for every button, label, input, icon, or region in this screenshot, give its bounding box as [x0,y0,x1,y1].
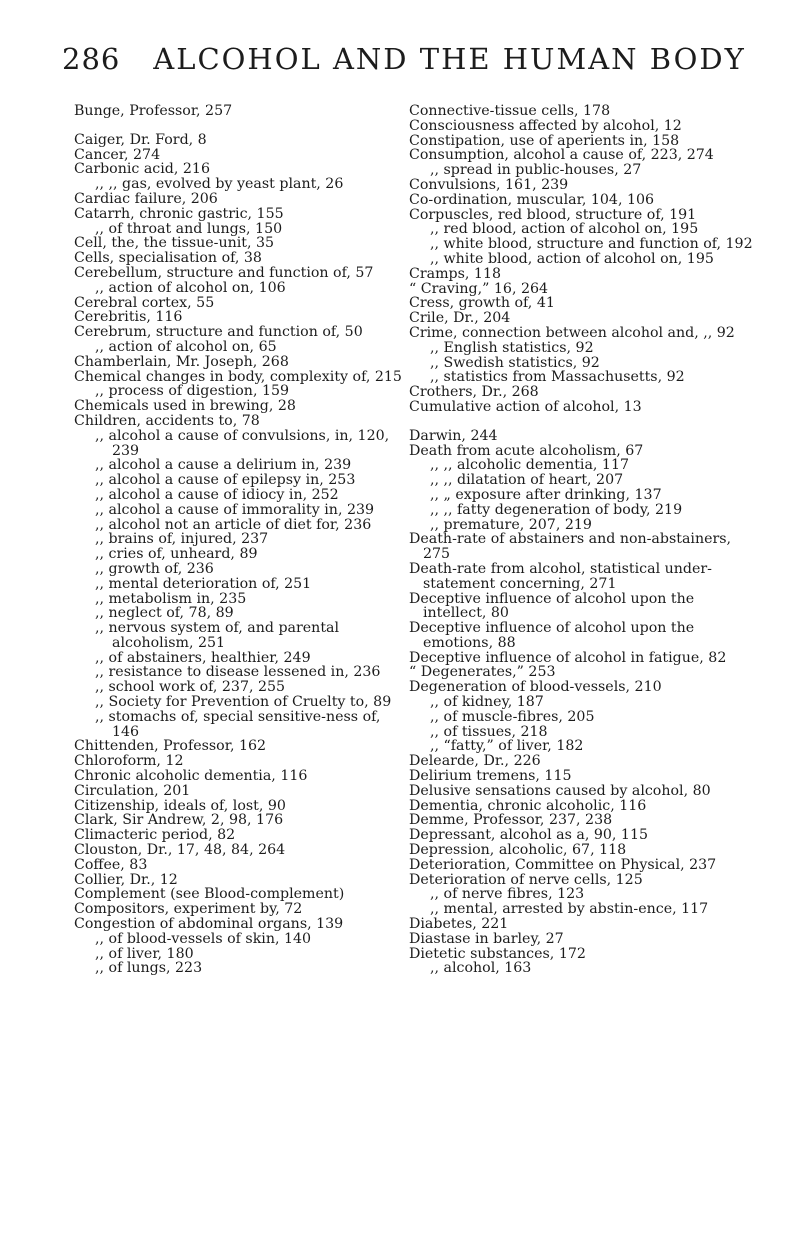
index-entry: Demme, Professor, 237, 238 [409,812,613,829]
index-subentry: ,, brains of, injured, 237 [95,531,269,548]
index-entry: Crothers, Dr., 268 [409,384,539,401]
section-gap [409,415,754,429]
index-entry: Cerebrum, structure and function of, 50 [74,324,363,341]
index-entry: Children, accidents to, 78 [74,412,260,429]
index-entry: Circulation, 201 [74,782,191,799]
index-subentry: ,, alcohol a cause of immorality in, 239 [95,501,375,518]
index-subentry: ,, of liver, 180 [95,945,194,962]
index-entry: Crile, Dr., 204 [409,310,511,327]
index-entry: Climacteric period, 82 [74,827,236,844]
index-entry: Cerebellum, structure and function of, 57 [74,264,374,281]
index-subentry: ,, „ exposure after drinking, 137 [430,486,662,503]
index-subentry: ,, Swedish statistics, 92 [430,354,600,371]
index-subentry: ,, alcohol, 163 [430,960,532,977]
index-entry: Cumulative action of alcohol, 13 [409,398,642,415]
index-entry: Co-ordination, muscular, 104, 106 [409,191,655,208]
index-entry: Coffee, 83 [74,856,148,873]
index-subentry: ,, metabolism in, 235 [95,590,247,607]
index-column-right [409,104,754,976]
index-entry: Complement (see Blood-complement) [74,886,345,903]
index-subentry: ,, of nerve fibres, 123 [430,886,585,903]
index-entry: Chloroform, 12 [74,753,184,770]
index-entry: Convulsions, 161, 239 [409,176,569,193]
index-entry: Caiger, Dr. Ford, 8 [74,131,207,148]
index-subentry: ,, of lungs, 223 [95,960,203,977]
index-subentry: ,, nervous system of, and parental alcoholism, 251 [95,620,340,651]
index-entry: Catarrh, chronic gastric, 155 [74,205,284,222]
index-entry: Cancer, 274 [74,146,161,163]
index-subentry: ,, mental, arrested by abstin-ence, 117 [430,901,709,918]
index-subentry: ,, red blood, action of alcohol on, 195 [430,221,699,238]
index-column-left [74,104,409,976]
index-entry: Degeneration of blood-vessels, 210 [409,679,662,696]
index-subentry: ,, of muscle-fibres, 205 [430,708,595,725]
index-entry: Deceptive influence of alcohol upon the intellect, 80 [409,590,695,622]
index-entry: Crime, connection between alcohol and, ,, 92 [409,324,735,341]
index-subentry: ,, statistics from Massachusetts, 92 [430,369,685,386]
index-entry: Consumption, alcohol a cause of, 223, 274 [409,147,714,164]
index-subentry: ,, “fatty,” of liver, 182 [430,738,584,755]
index-entry: Connective-tissue cells, 178 [409,103,611,119]
index-entry: Chittenden, Professor, 162 [74,738,267,755]
page-number: 286 [62,42,121,76]
index-subentry: ,, spread in public-houses, 27 [430,162,642,179]
index-entry: Dietetic substances, 172 [409,945,586,962]
index-entry: Depressant, alcohol as a, 90, 115 [409,827,648,844]
index-entry: Chronic alcoholic dementia, 116 [74,768,308,785]
index-subentry: ,, of tissues, 218 [430,723,548,740]
index-subentry: ,, cries of, unheard, 89 [95,546,258,563]
section-gap [74,119,409,133]
index-subentry: ,, alcohol not an article of diet for, 236 [95,516,372,533]
index-entry: Cerebral cortex, 55 [74,294,215,311]
index-entry: Deceptive influence of alcohol in fatigue, 82 [409,649,727,666]
index-subentry: ,, action of alcohol on, 65 [95,338,277,355]
index-entry: Delusive sensations caused by alcohol, 80 [409,782,711,799]
index-entry: Bunge, Professor, 257 [74,103,233,119]
index-entry: Cardiac failure, 206 [74,190,218,207]
index-subentry: ,, growth of, 236 [95,560,214,577]
index-entry: Deceptive influence of alcohol upon the emotions, 88 [409,620,695,651]
index-entry: Death-rate from alcohol, statistical under-statement concerning, 271 [409,560,712,592]
index-entry: Constipation, use of aperients in, 158 [409,132,680,149]
index-entry: Cell, the, the tissue-unit, 35 [74,235,275,252]
index-subentry: ,, ,, alcoholic dementia, 117 [430,457,630,474]
index-entry: Dementia, chronic alcoholic, 116 [409,797,647,814]
index-entry: Diabetes, 221 [409,916,509,933]
index-entry: Deterioration of nerve cells, 125 [409,871,643,888]
index-entry: Cramps, 118 [409,265,502,282]
index-entry: Delearde, Dr., 226 [409,753,541,770]
index-entry: Diastase in barley, 27 [409,930,564,947]
index-entry: Citizenship, ideals of, lost, 90 [74,797,286,814]
index-subentry: ,, school work of, 237, 255 [95,679,286,696]
index-entry: Cerebritis, 116 [74,309,183,326]
index-entry: Chamberlain, Mr. Joseph, 268 [74,353,289,370]
index-entry: “ Degenerates,” 253 [409,664,556,681]
index-entry: Compositors, experiment by, 72 [74,901,303,918]
index-entry: Chemicals used in brewing, 28 [74,398,296,415]
page-header [62,42,747,82]
index-subentry: ,, ,, dilatation of heart, 207 [430,472,624,489]
index-entry: “ Craving,” 16, 264 [409,280,549,297]
index-subentry: ,, of abstainers, healthier, 249 [95,649,311,666]
index-entry: Death-rate of abstainers and non-abstainers, 275 [409,531,732,563]
index-subentry: ,, alcohol a cause of epilepsy in, 253 [95,472,356,489]
index-entry: Clouston, Dr., 17, 48, 84, 264 [74,842,286,859]
index-entry: Corpuscles, red blood, structure of, 191 [409,206,697,223]
index-subentry: ,, of blood-vessels of skin, 140 [95,930,312,947]
index-entry: Clark, Sir Andrew, 2, 98, 176 [74,812,284,829]
index-subentry: ,, white blood, structure and function of, 192 [430,236,753,253]
index-entry: Congestion of abdominal organs, 139 [74,916,344,933]
index-subentry: ,, mental deterioration of, 251 [95,575,312,592]
index-entry: Deterioration, Committee on Physical, 237 [409,856,717,873]
index-subentry: ,, of kidney, 187 [430,694,544,711]
index-entry: Cress, growth of, 41 [409,295,555,312]
index-entry: Consciousness affected by alcohol, 12 [409,117,682,134]
index-entry: Delirium tremens, 115 [409,768,572,785]
index-subentry: ,, ,, fatty degeneration of body, 219 [430,501,683,518]
running-title: ALCOHOL AND THE HUMAN BODY [153,42,746,76]
index-entry: Death from acute alcoholism, 67 [409,442,644,459]
index-subentry: ,, ,, gas, evolved by yeast plant, 26 [95,176,344,193]
index-entry: Depression, alcoholic, 67, 118 [409,842,627,859]
index-entry: Cells, specialisation of, 38 [74,250,262,267]
index-subentry: ,, resistance to disease lessened in, 236 [95,664,381,681]
index-entry: Carbonic acid, 216 [74,161,210,178]
index-subentry: ,, white blood, action of alcohol on, 195 [430,250,714,267]
index-entry: Collier, Dr., 12 [74,871,178,888]
index-entry: Chemical changes in body, complexity of, 215 [74,368,402,385]
index-subentry: ,, Society for Prevention of Cruelty to, 89 [95,694,392,711]
index-subentry: ,, premature, 207, 219 [430,516,592,533]
index-entry: Darwin, 244 [409,427,498,444]
index-subentry: ,, stomachs of, special sensitive-ness of, 146 [95,708,381,740]
index-subentry: ,, process of digestion, 159 [95,383,290,400]
index-subentry: ,, of throat and lungs, 150 [95,220,283,237]
index-subentry: ,, alcohol a cause of idiocy in, 252 [95,486,339,503]
index-subentry: ,, alcohol a cause of convulsions, in, 120, 239 [95,427,390,459]
index-subentry: ,, neglect of, 78, 89 [95,605,234,622]
index-subentry: ,, alcohol a cause a delirium in, 239 [95,457,352,474]
index-subentry: ,, English statistics, 92 [430,339,594,356]
index-subentry: ,, action of alcohol on, 106 [95,279,286,296]
